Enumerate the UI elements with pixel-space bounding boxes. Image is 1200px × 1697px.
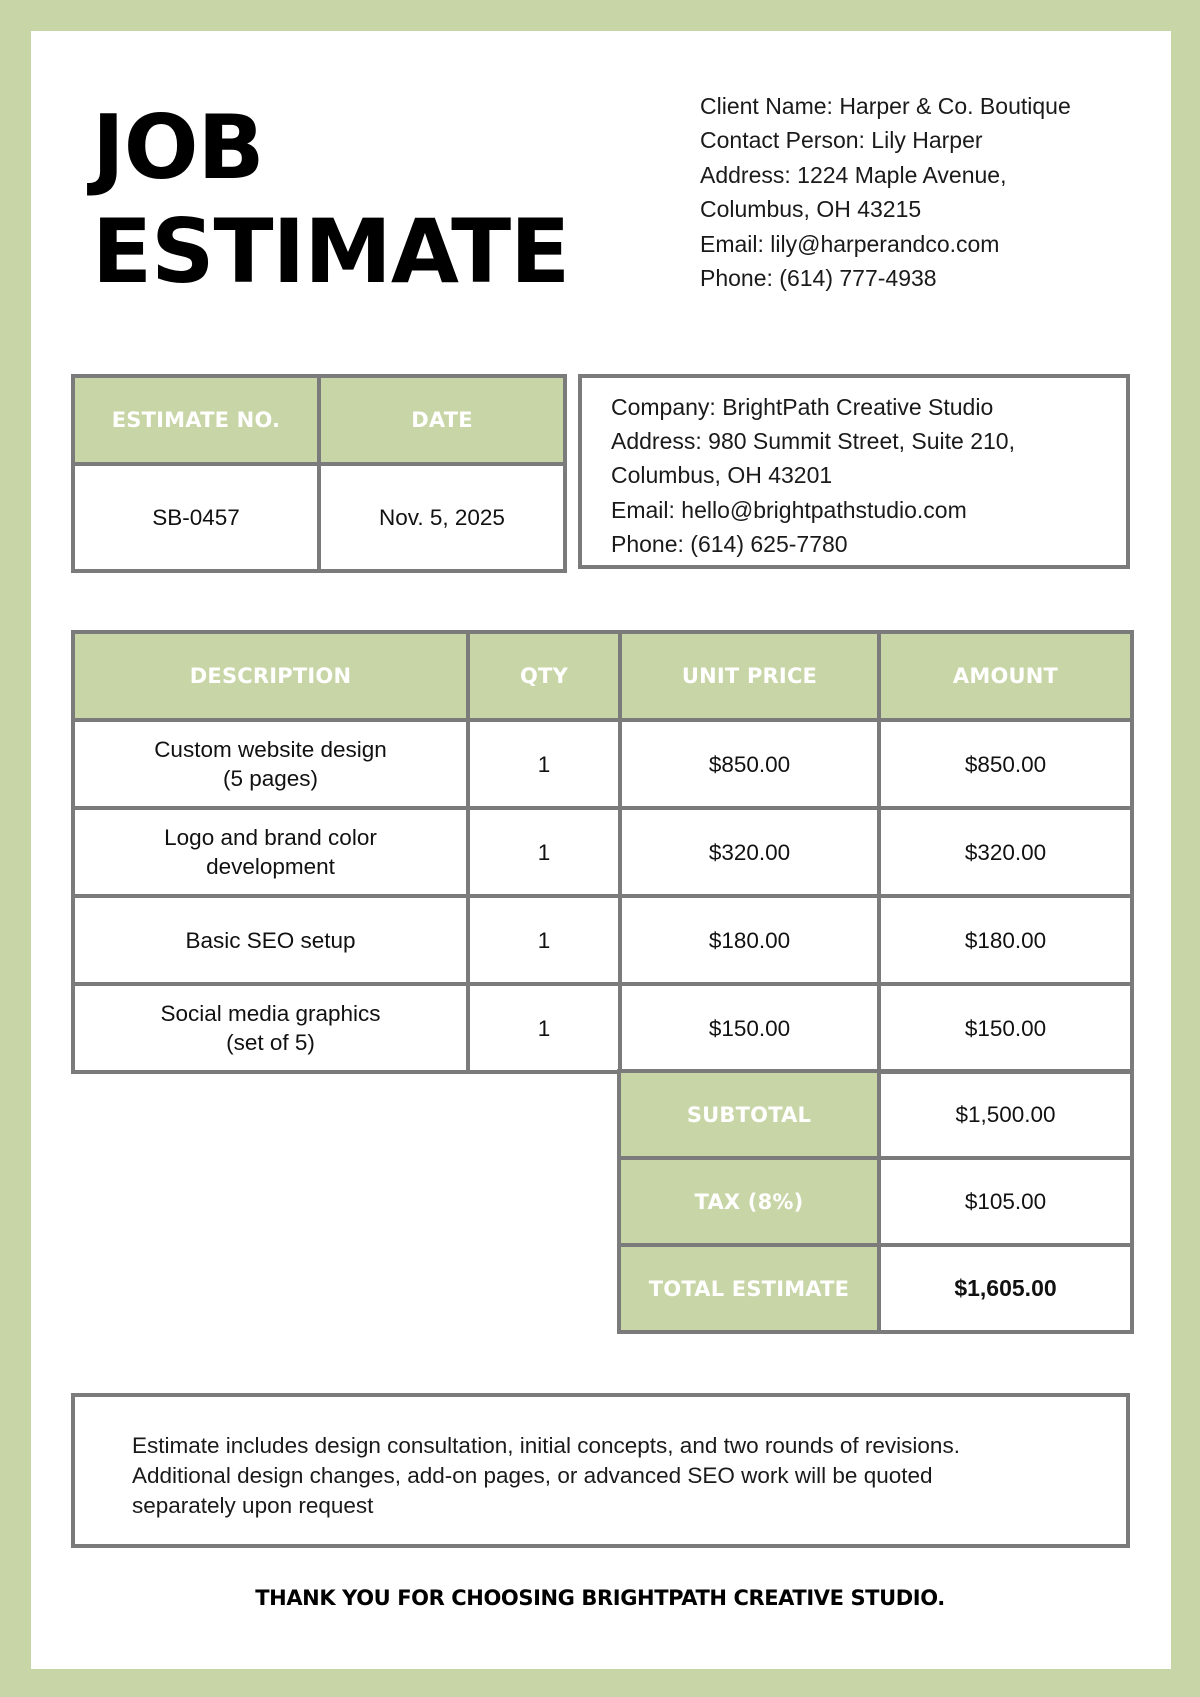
client-info (700, 89, 1071, 295)
client-email: Email: lily@harperandco.com (700, 230, 1000, 257)
item-unit-price: $180.00 (620, 896, 879, 984)
description-line: (set of 5) (226, 1030, 315, 1055)
title-line-1: JOB (92, 96, 264, 199)
item-amount: $320.00 (879, 808, 1132, 896)
total-row (619, 1245, 1132, 1332)
estimate-no-header: ESTIMATE NO. (73, 376, 319, 464)
item-amount: $850.00 (879, 720, 1132, 808)
notes-box (71, 1393, 1130, 1548)
item-unit-price: $850.00 (620, 720, 879, 808)
client-phone: Phone: (614) 777-4938 (700, 265, 937, 292)
total-value: $1,605.00 (879, 1245, 1132, 1332)
description-line: (5 pages) (222, 766, 319, 791)
subtotal-row (619, 1071, 1132, 1158)
item-qty: 1 (468, 808, 620, 896)
description-line: Custom website design (154, 737, 387, 762)
table-header-row (73, 632, 1132, 720)
company-address-line2: Columbus, OH 43201 (611, 462, 833, 489)
client-name: Client Name: Harper & Co. Boutique (700, 93, 1071, 119)
item-description (73, 984, 468, 1072)
table-row (73, 896, 1132, 984)
description-line: Social media graphics (160, 1001, 381, 1026)
table-row (73, 808, 1132, 896)
item-description (73, 808, 468, 896)
description-line: Logo and brand color (164, 825, 377, 850)
company-name: Company: BrightPath Creative Studio (611, 394, 994, 420)
client-address-line2: Columbus, OH 43215 (700, 196, 922, 223)
thank-you-footer: THANK YOU FOR CHOOSING BRIGHTPATH CREATIVE STUDIO. (255, 1586, 945, 1610)
company-email: Email: hello@brightpathstudio.com (611, 496, 967, 523)
description-line: Basic SEO setup (185, 927, 356, 953)
unit-price-header: UNIT PRICE (620, 632, 879, 720)
qty-header: QTY (468, 632, 620, 720)
total-label: TOTAL ESTIMATE (619, 1245, 879, 1332)
title-line-2: ESTIMATE (92, 200, 570, 303)
estimate-info-table (71, 374, 567, 573)
estimate-no-value: SB-0457 (73, 464, 319, 571)
table-row (73, 720, 1132, 808)
document-title (92, 96, 569, 304)
tax-row (619, 1158, 1132, 1245)
item-amount: $180.00 (879, 896, 1132, 984)
item-qty: 1 (468, 896, 620, 984)
notes-text: Estimate includes design consultation, initial concepts, and two rounds of revisions. Additional design changes, add-on pages, or advanced SEO work will be quoted separately upon request (132, 1433, 960, 1518)
subtotal-value: $1,500.00 (879, 1071, 1132, 1158)
date-value: Nov. 5, 2025 (319, 464, 565, 571)
line-items-table (71, 630, 1134, 1074)
item-amount: $150.00 (879, 984, 1132, 1072)
totals-table (617, 1069, 1134, 1334)
amount-header: AMOUNT (879, 632, 1132, 720)
description-line: development (206, 854, 335, 879)
company-info (578, 374, 1130, 569)
item-description (73, 720, 468, 808)
table-row (73, 984, 1132, 1072)
item-qty: 1 (468, 984, 620, 1072)
company-address-line1: Address: 980 Summit Street, Suite 210, (611, 428, 1015, 455)
tax-value: $105.00 (879, 1158, 1132, 1245)
company-phone: Phone: (614) 625-7780 (611, 530, 848, 557)
date-header: DATE (319, 376, 565, 464)
tax-label: TAX (8%) (619, 1158, 879, 1245)
subtotal-label: SUBTOTAL (619, 1071, 879, 1158)
description-header: DESCRIPTION (73, 632, 468, 720)
item-unit-price: $150.00 (620, 984, 879, 1072)
client-contact: Contact Person: Lily Harper (700, 127, 983, 154)
item-description (73, 896, 468, 984)
client-address-line1: Address: 1224 Maple Avenue, (700, 161, 1007, 188)
item-qty: 1 (468, 720, 620, 808)
item-unit-price: $320.00 (620, 808, 879, 896)
